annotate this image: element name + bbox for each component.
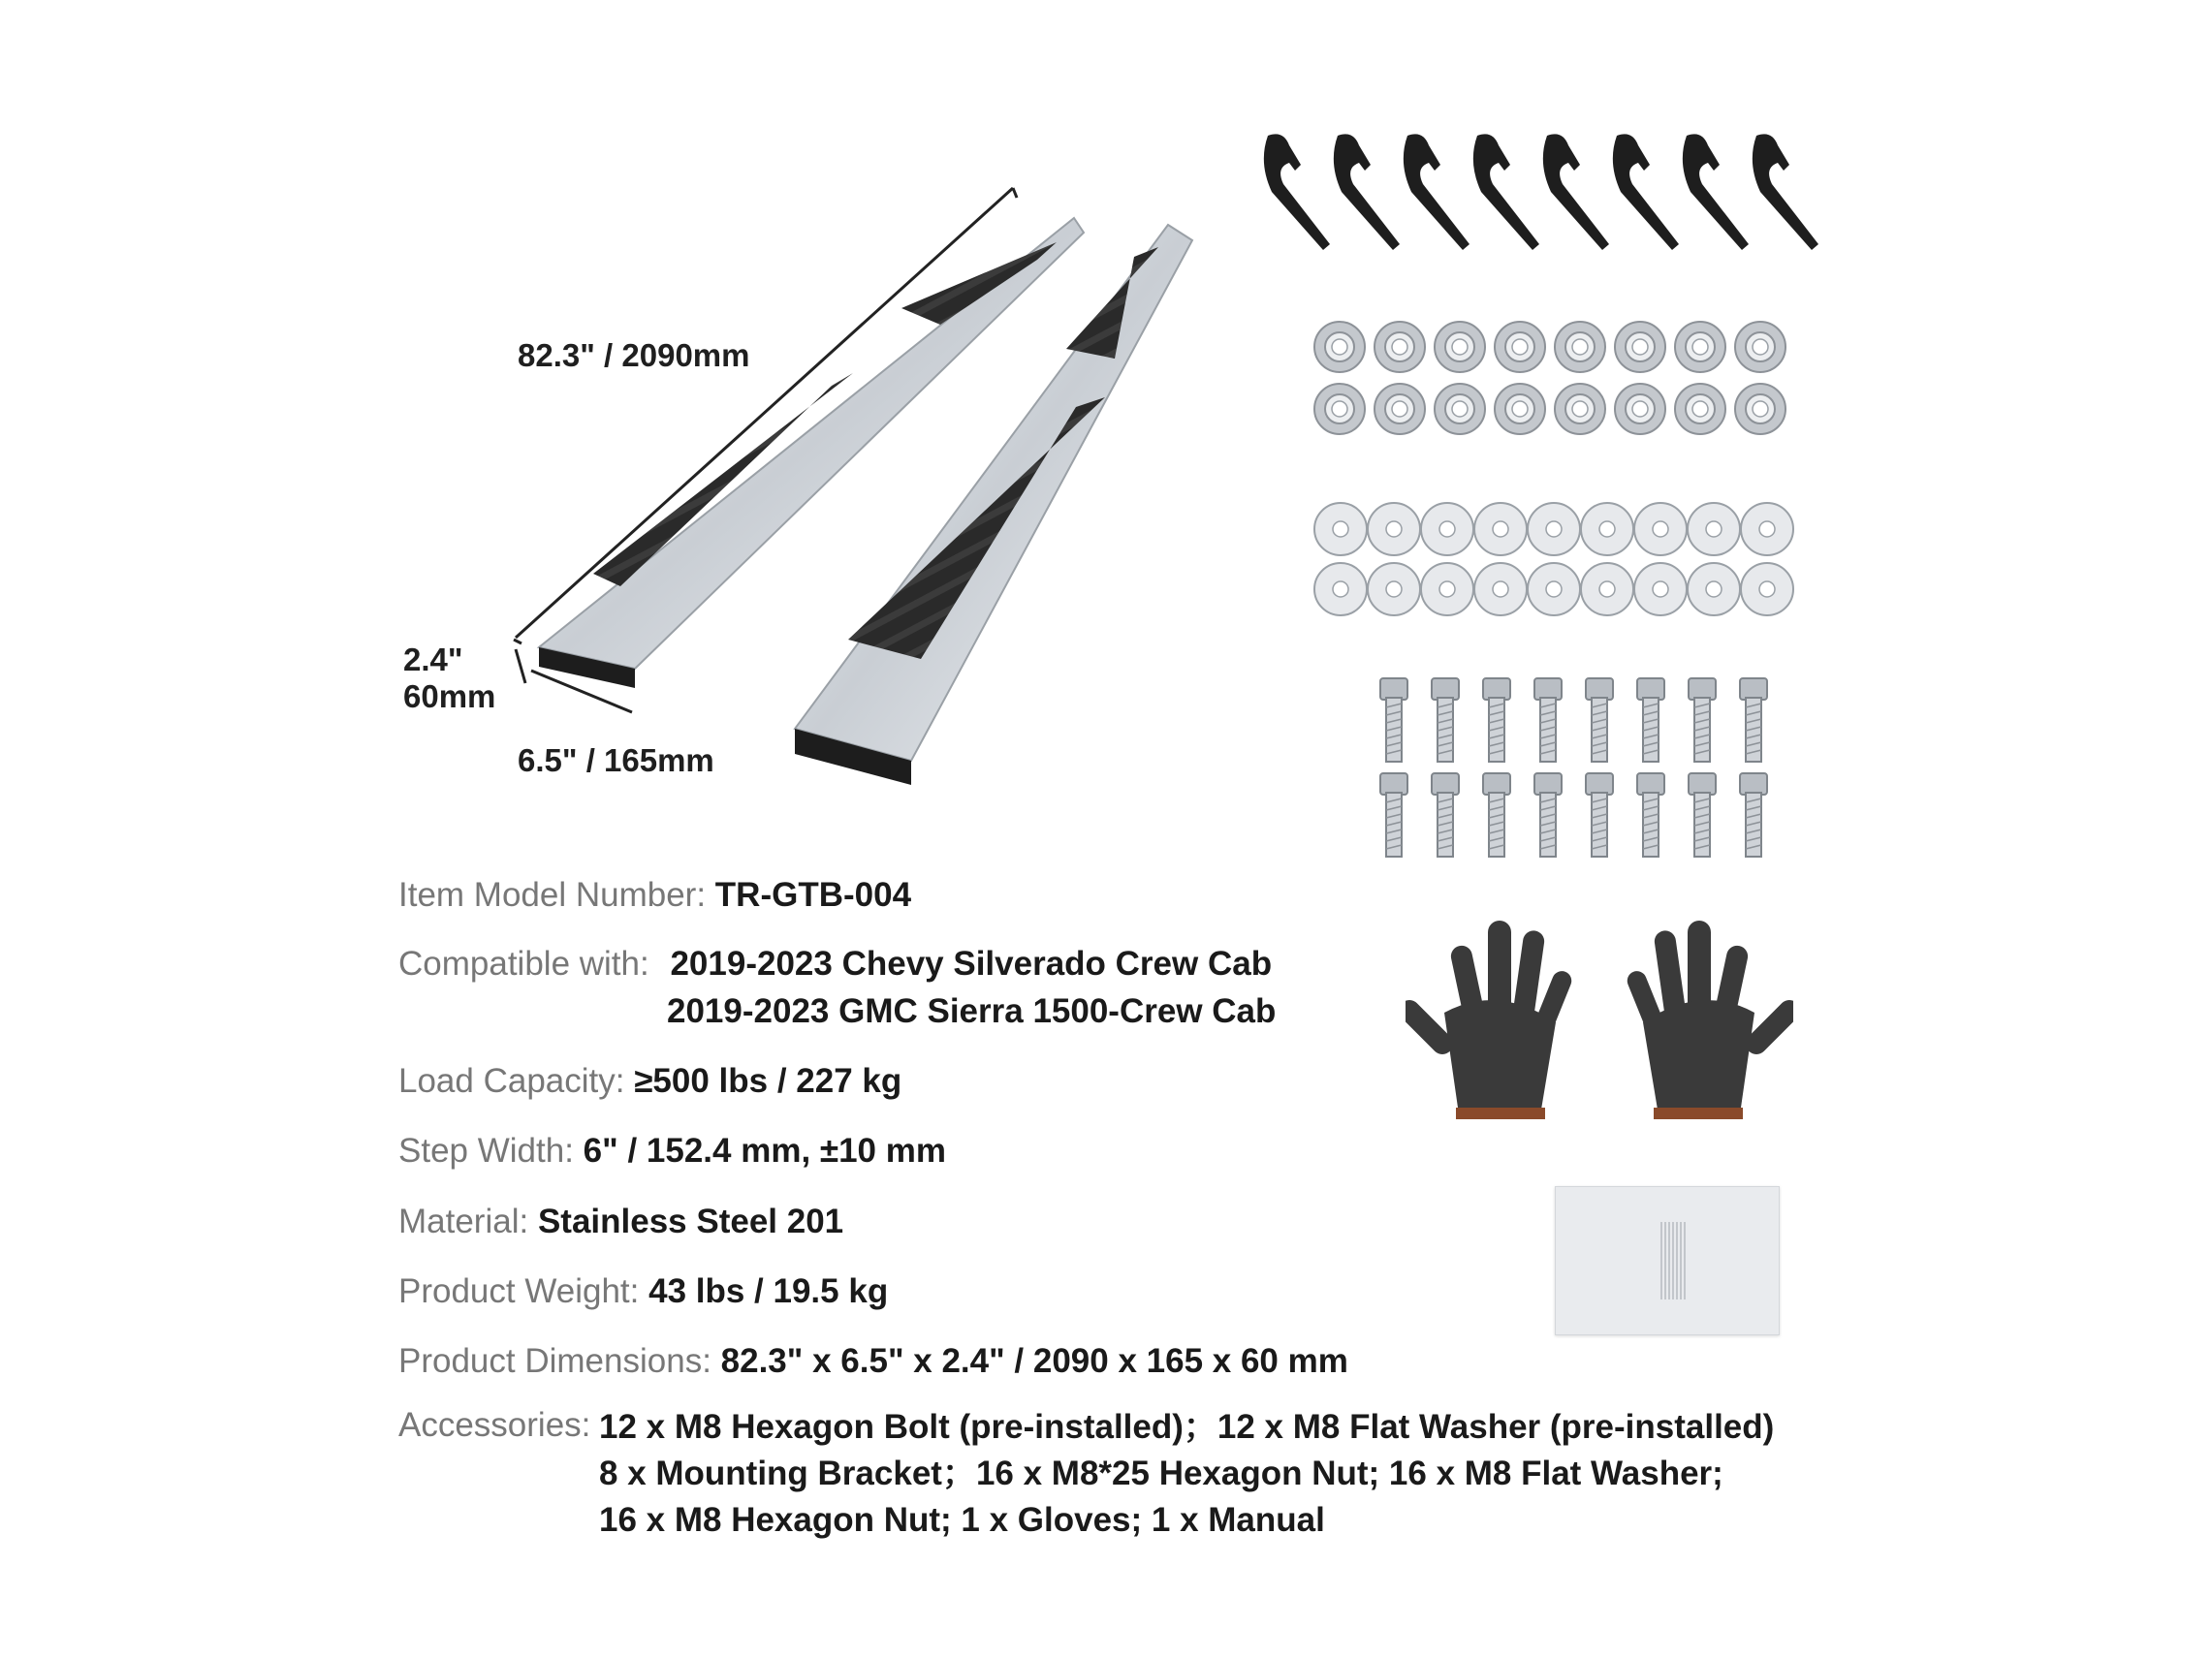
hexagon-bolt (1740, 678, 1767, 762)
length-dimension-label: 82.3" / 2090mm (518, 337, 750, 373)
glove-left (1406, 921, 1574, 1119)
hexagon-bolt (1689, 773, 1716, 857)
spec-compatible-label: Compatible with: (398, 945, 649, 983)
spec-dimensions-label: Product Dimensions: (398, 1342, 711, 1380)
flat-washer (1474, 563, 1527, 615)
spec-compatible-value-2: 2019-2023 GMC Sierra 1500-Crew Cab (667, 992, 1277, 1030)
spec-material-value: Stainless Steel 201 (537, 1203, 844, 1240)
spec-compatible-value-1: 2019-2023 Chevy Silverado Crew Cab (670, 945, 1273, 983)
spec-step-width (398, 1134, 946, 1168)
hexagon-nut (1555, 384, 1605, 434)
hexagon-nut (1735, 384, 1785, 434)
hexagon-nuts-group (1311, 320, 1834, 436)
manual-text-block (1660, 1222, 1686, 1299)
hexagon-bolt (1432, 773, 1459, 857)
running-boards-illustration (0, 0, 1260, 795)
flat-washers-group (1313, 502, 1837, 618)
spec-product-dimensions (398, 1344, 1348, 1378)
flat-washer (1581, 503, 1633, 555)
spec-accessories-line-2: 8 x Mounting Bracket；16 x M8*25 Hexagon Nut; 16 x M8 Flat Washer; (599, 1455, 1723, 1492)
width-dimension-label: 6.5" / 165mm (518, 742, 714, 778)
spec-step-width-value: 6" / 152.4 mm, ±10 mm (583, 1132, 946, 1170)
spec-compatible (398, 947, 1272, 981)
hexagon-bolt (1483, 678, 1510, 762)
spec-accessories-line-1: 12 x M8 Hexagon Bolt (pre-installed)；12 x M8 Flat Washer (pre-installed) (599, 1408, 1775, 1446)
spec-load-capacity (398, 1064, 901, 1098)
mounting-brackets-group (1250, 124, 1832, 269)
flat-washer (1528, 503, 1580, 555)
mounting-bracket (1473, 134, 1539, 250)
manual-booklet (1555, 1186, 1780, 1335)
hexagon-nut (1314, 322, 1365, 372)
hexagon-bolt (1740, 773, 1767, 857)
flat-washer (1688, 503, 1740, 555)
hexagon-nut (1435, 322, 1485, 372)
spec-material (398, 1205, 843, 1238)
hexagon-bolt (1586, 773, 1613, 857)
mounting-bracket (1543, 134, 1609, 250)
hexagon-nut (1314, 384, 1365, 434)
spec-dimensions-value: 82.3" x 6.5" x 2.4" / 2090 x 165 x 60 mm (720, 1342, 1348, 1380)
hexagon-nut (1675, 384, 1725, 434)
spec-accessories-label: Accessories: (398, 1406, 591, 1444)
spec-weight-label: Product Weight: (398, 1272, 640, 1310)
hexagon-nut (1615, 384, 1665, 434)
hexagon-bolts-group (1367, 676, 1793, 861)
flat-washer (1634, 503, 1687, 555)
hexagon-bolt (1586, 678, 1613, 762)
hexagon-bolt (1483, 773, 1510, 857)
gloves-illustration (1406, 916, 1793, 1129)
mounting-bracket (1404, 134, 1469, 250)
hexagon-bolt (1380, 773, 1407, 857)
flat-washer (1688, 563, 1740, 615)
height-dimension-label-line1: 2.4" (403, 642, 463, 677)
flat-washer (1368, 563, 1420, 615)
hexagon-bolt (1534, 678, 1562, 762)
flat-washer (1421, 503, 1473, 555)
hexagon-nut (1675, 322, 1725, 372)
hexagon-nut (1495, 384, 1545, 434)
hexagon-bolt (1534, 773, 1562, 857)
flat-washer (1474, 503, 1527, 555)
hexagon-nut (1495, 322, 1545, 372)
height-dimension-label-line2: 60mm (403, 678, 496, 714)
hexagon-nut (1555, 322, 1605, 372)
mounting-bracket (1753, 134, 1818, 250)
spec-model-label: Item Model Number: (398, 876, 707, 914)
flat-washer (1528, 563, 1580, 615)
flat-washer (1314, 503, 1367, 555)
hexagon-nut (1375, 384, 1425, 434)
mounting-bracket (1334, 134, 1400, 250)
spec-weight-value: 43 lbs / 19.5 kg (648, 1272, 889, 1310)
mounting-bracket (1613, 134, 1679, 250)
flat-washer (1314, 563, 1367, 615)
glove-right (1625, 921, 1793, 1119)
flat-washer (1741, 503, 1793, 555)
flat-washer (1634, 563, 1687, 615)
hexagon-nut (1615, 322, 1665, 372)
spec-accessories-line-3: 16 x M8 Hexagon Nut; 1 x Gloves; 1 x Manual (599, 1501, 1325, 1539)
spec-step-width-label: Step Width: (398, 1132, 574, 1170)
mounting-bracket (1683, 134, 1749, 250)
mounting-bracket (1264, 134, 1330, 250)
flat-washer (1421, 563, 1473, 615)
flat-washer (1581, 563, 1633, 615)
spec-material-label: Material: (398, 1203, 529, 1240)
hexagon-bolt (1432, 678, 1459, 762)
hexagon-nut (1435, 384, 1485, 434)
hexagon-bolt (1689, 678, 1716, 762)
hexagon-bolt (1637, 773, 1664, 857)
spec-model-number (398, 878, 911, 912)
spec-model-value: TR-GTB-004 (714, 876, 912, 914)
spec-load-value: ≥500 lbs / 227 kg (634, 1062, 902, 1100)
spec-load-label: Load Capacity: (398, 1062, 625, 1100)
spec-accessories (398, 1408, 590, 1442)
flat-washer (1741, 563, 1793, 615)
hexagon-bolt (1380, 678, 1407, 762)
hexagon-nut (1735, 322, 1785, 372)
hexagon-nut (1375, 322, 1425, 372)
flat-washer (1368, 503, 1420, 555)
spec-weight (398, 1274, 888, 1308)
hexagon-bolt (1637, 678, 1664, 762)
